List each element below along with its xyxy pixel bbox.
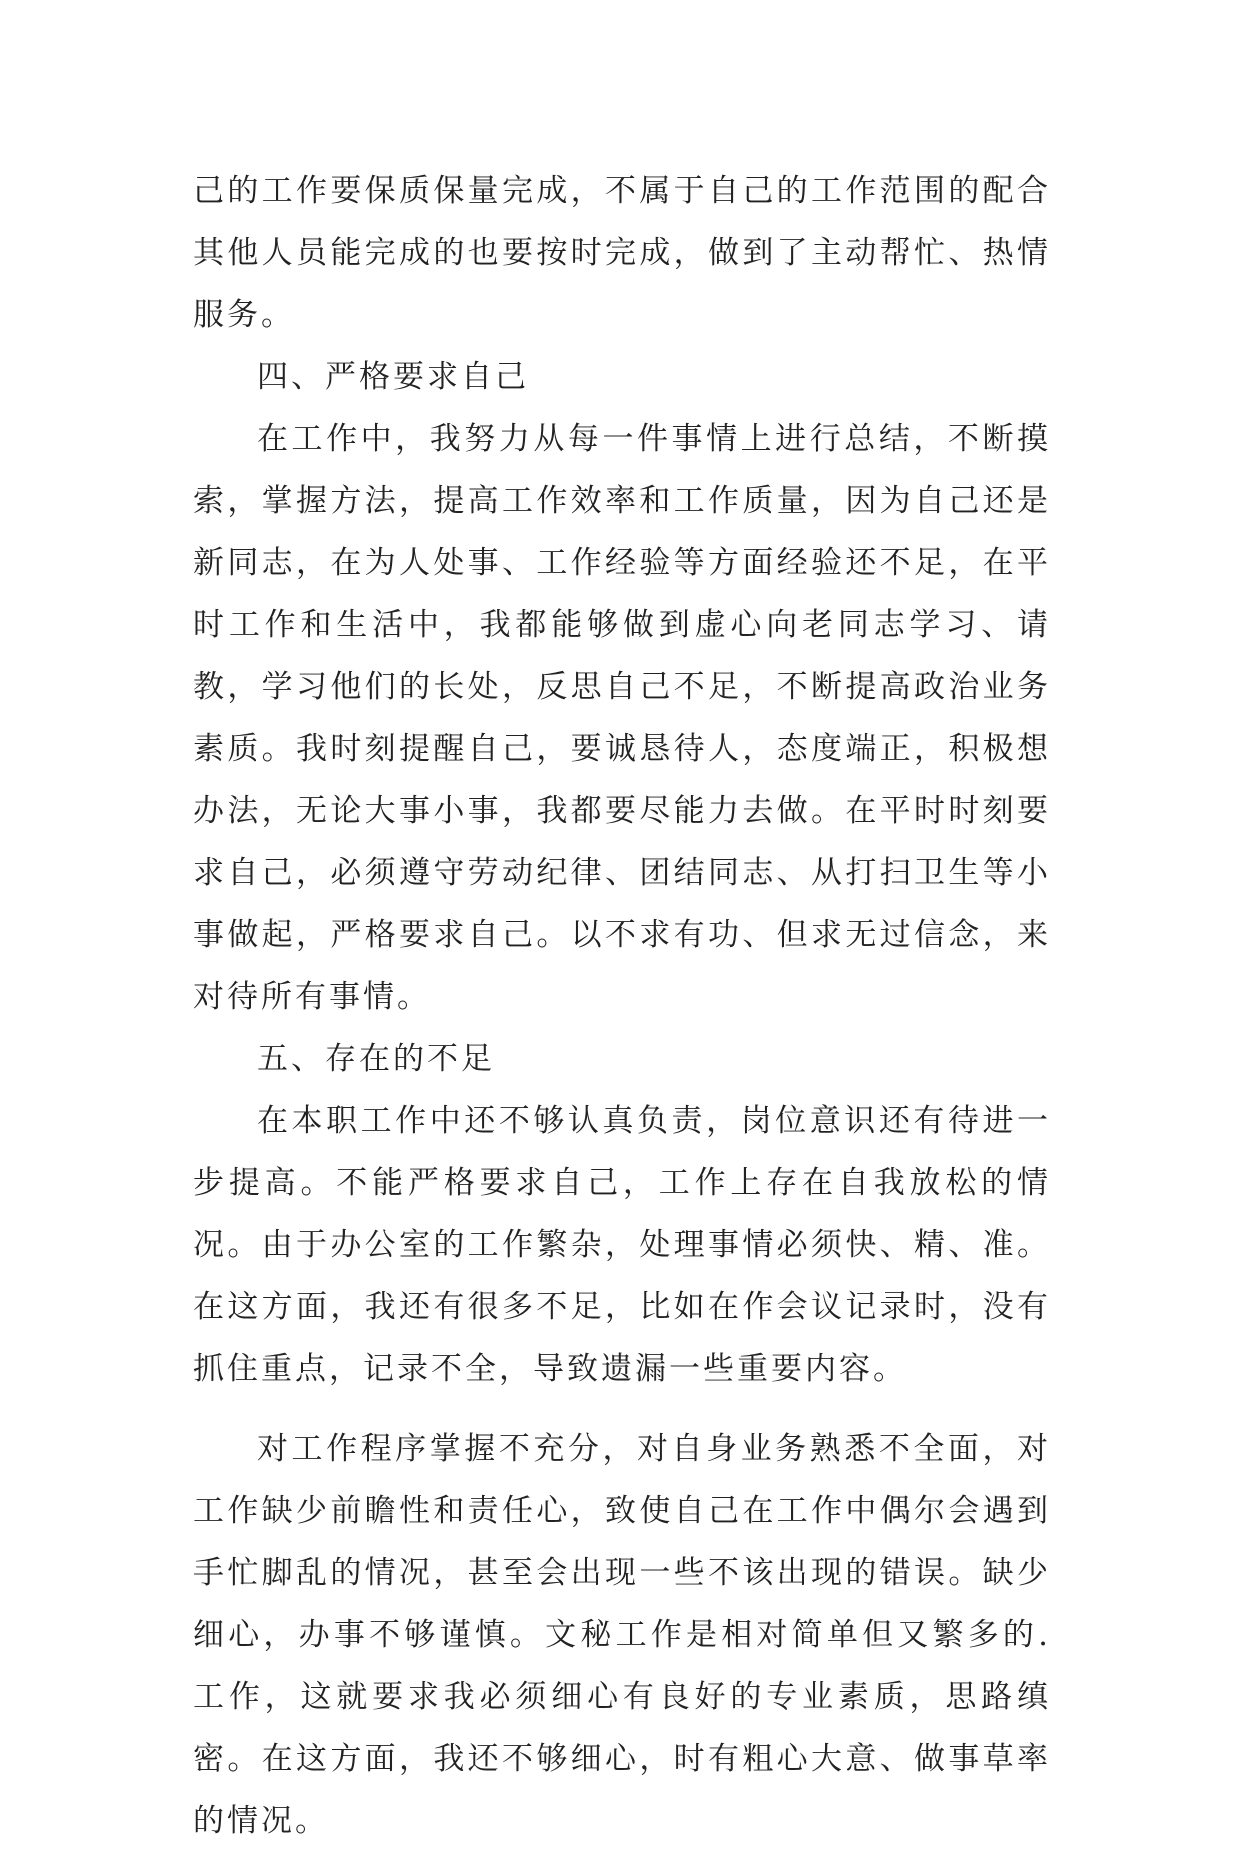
paragraph-section-5-body-1: 在本职工作中还不够认真负责，岗位意识还有待进一步提高。不能严格要求自己，工作上存在自我放松的情况。由于办公室的工作繁杂，处理事情必须快、精、准。在这方面，我还有很多不足，比如在作会议记录时，没有抓住重点，记录不全，导致遗漏一些重要内容。: [193, 1103, 1051, 1387]
paragraph-section-5-body-2: 对工作程序掌握不充分，对自身业务熟悉不全面，对工作缺少前瞻性和责任心，致使自己在工作中偶尔会遇到手忙脚乱的情况，甚至会出现一些不该出现的错误。缺少细心，办事不够谨慎。文秘工作是相对简单但又繁多的.工作，这就要求我必须细心有良好的专业素质，思路缜密。在这方面，我还不够细心，时有粗心大意、做事草率的情况。: [193, 1431, 1051, 1839]
section-heading-4: 四、严格要求自己: [257, 359, 529, 395]
paragraph-section-4-body: 在工作中，我努力从每一件事情上进行总结，不断摸索，掌握方法，提高工作效率和工作质量，因为自己还是新同志，在为人处事、工作经验等方面经验还不足，在平时工作和生活中，我都能够做到虚心向老同志学习、请教，学习他们的长处，反思自己不足，不断提高政治业务素质。我时刻提醒自己，要诚恳待人，态度端正，积极想办法，无论大事小事，我都要尽能力去做。在平时时刻要求自己，必须遵守劳动纪律、团结同志、从打扫卫生等小事做起，严格要求自己。以不求有功、但求无过信念，来对待所有事情。: [193, 421, 1051, 1015]
section-heading-5: 五、存在的不足: [257, 1041, 495, 1077]
paragraph-continuation: 己的工作要保质保量完成，不属于自己的工作范围的配合其他人员能完成的也要按时完成，做到了主动帮忙、热情服务。: [193, 173, 1051, 333]
document-body: [193, 160, 1051, 1852]
